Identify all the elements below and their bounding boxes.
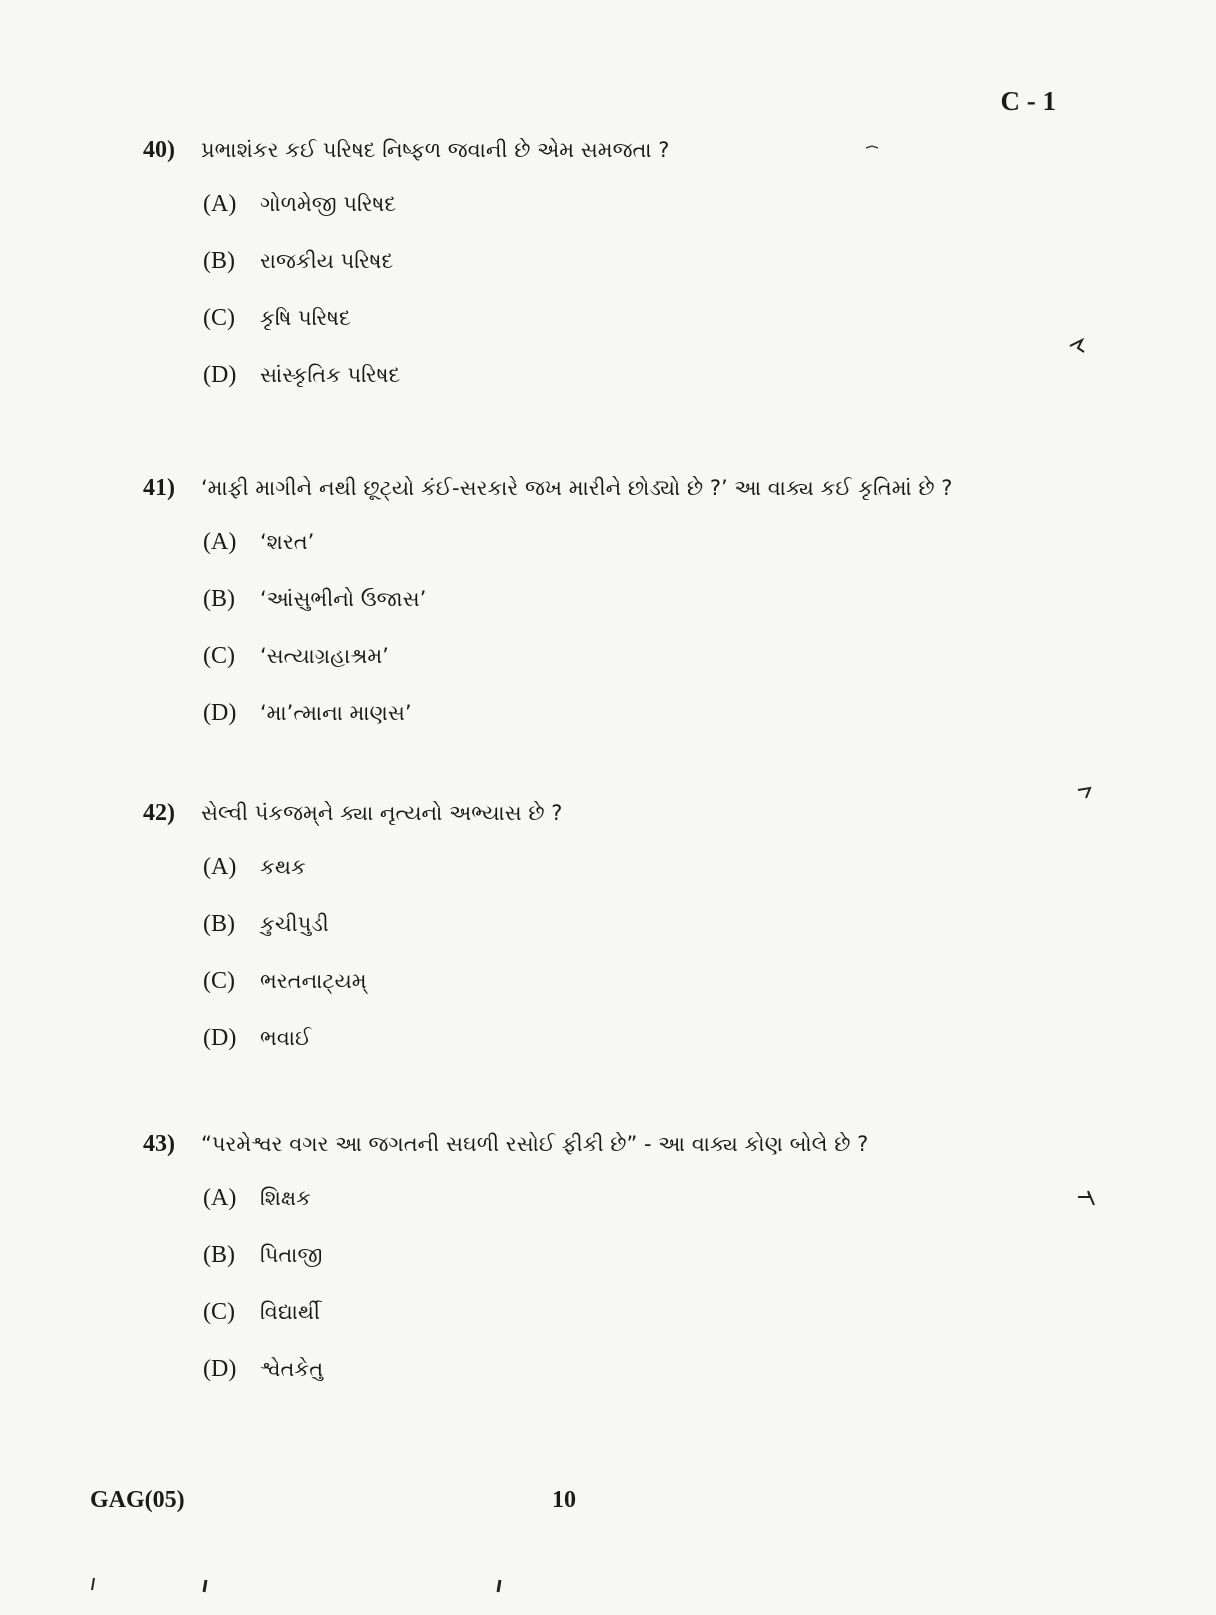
speck-mark <box>1078 788 1090 798</box>
option-text: શ્વેતકેતુ <box>260 1357 324 1381</box>
option-letter: (C) <box>203 643 235 669</box>
option-text: રાજકીય પરિષદ <box>260 249 394 273</box>
option-d <box>203 700 1103 757</box>
option-d <box>203 1025 1103 1082</box>
option-c <box>203 968 1103 1025</box>
option-a <box>203 854 1103 911</box>
question-40 <box>143 137 1103 419</box>
options-list <box>203 191 1103 419</box>
option-letter: (A) <box>203 854 237 880</box>
page-number: 10 <box>552 1487 576 1513</box>
question-text: પ્રભાશંકર કઈ પરિષદ નિષ્ફળ જવાની છે એમ સમજતા ? <box>201 138 670 162</box>
option-b <box>203 911 1103 968</box>
option-b <box>203 586 1103 643</box>
option-a <box>203 1185 1103 1242</box>
question-41 <box>143 475 1103 757</box>
option-a <box>203 191 1103 248</box>
option-d <box>203 362 1103 419</box>
question-text: સેલ્વી પંકજમ્‌ને ક્યા નૃત્યનો અભ્યાસ છે ? <box>201 801 563 825</box>
option-letter: (B) <box>203 248 235 274</box>
question-text: ‘માફી માગીને નથી છૂટ્યો કંઈ-સરકારે જખ મારીને છોડ્યો છે ?’ આ વાક્ય કઈ કૃતિમાં છે ? <box>201 476 953 500</box>
option-text: કથક <box>260 855 306 879</box>
option-letter: (A) <box>203 1185 237 1211</box>
option-text: શિક્ષક <box>260 1186 312 1210</box>
option-text: ભવાઈ <box>260 1026 312 1050</box>
option-b <box>203 248 1103 305</box>
option-letter: (A) <box>203 529 237 555</box>
option-letter: (C) <box>203 968 235 994</box>
option-letter: (D) <box>203 1356 237 1382</box>
paper-set-code: C - 1 <box>1000 86 1056 116</box>
speck-mark <box>498 1580 500 1592</box>
options-list <box>203 854 1103 1082</box>
question-number: 41) <box>143 475 175 501</box>
paper-code: GAG(05) <box>90 1487 185 1513</box>
option-letter: (B) <box>203 911 235 937</box>
option-text: ‘સત્યાગ્રહાશ્રમ’ <box>260 644 389 668</box>
option-c <box>203 305 1103 362</box>
question-number: 43) <box>143 1131 175 1157</box>
question-43 <box>143 1131 1103 1413</box>
option-letter: (A) <box>203 191 237 217</box>
option-text: કૃષિ પરિષદ <box>260 306 351 330</box>
option-letter: (D) <box>203 362 237 388</box>
option-d <box>203 1356 1103 1413</box>
option-text: ગોળમેજી પરિષદ <box>260 192 397 216</box>
options-list <box>203 1185 1103 1413</box>
option-text: વિદ્યાર્થી <box>260 1300 320 1324</box>
question-42 <box>143 800 1103 1082</box>
option-text: કુચીપુડી <box>260 912 329 936</box>
speck-mark <box>204 1580 206 1592</box>
option-letter: (C) <box>203 305 235 331</box>
option-letter: (C) <box>203 1299 235 1325</box>
option-letter: (D) <box>203 1025 237 1051</box>
options-list <box>203 529 1103 757</box>
option-b <box>203 1242 1103 1299</box>
option-text: ભરતનાટ્યમ્‌ <box>260 969 367 993</box>
question-text: “પરમેશ્વર વગર આ જગતની સઘળી રસોઈ ફીકી છે” - આ વાક્ય કોણ બોલે છે ? <box>201 1132 869 1156</box>
question-number: 42) <box>143 800 175 826</box>
option-c <box>203 643 1103 700</box>
option-letter: (D) <box>203 700 237 726</box>
option-letter: (B) <box>203 586 235 612</box>
question-number: 40) <box>143 137 175 163</box>
option-text: ‘શરત’ <box>260 530 315 554</box>
option-c <box>203 1299 1103 1356</box>
option-text: સાંસ્કૃતિક પરિષદ <box>260 363 401 387</box>
option-text: પિતાજી <box>260 1243 323 1267</box>
speck-mark <box>92 1578 94 1590</box>
option-text: ‘મા’ત્માના માણસ’ <box>260 701 412 725</box>
option-text: ‘આંસુભીનો ઉજાસ’ <box>260 587 427 611</box>
option-a <box>203 529 1103 586</box>
option-letter: (B) <box>203 1242 235 1268</box>
